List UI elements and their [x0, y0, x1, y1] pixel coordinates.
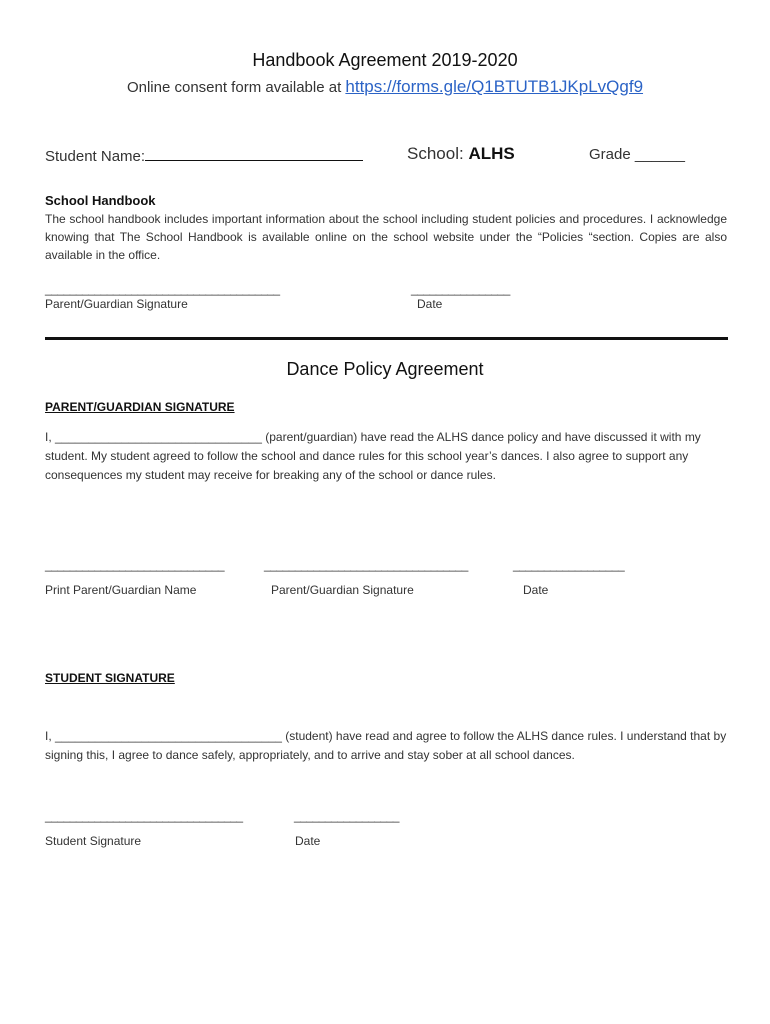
student-agreement-text: I, __________________________________ (student) have read and agree to follow the ALHS dance rules. I understand that by signing this, I agree to dance safely, appropriately, and to arrive and stay sober at all school dances. — [45, 729, 727, 762]
grade-field[interactable]: Grade ______ — [589, 146, 685, 163]
handbook-text: The school handbook includes important information about the school including student policies and procedures. I acknowledge knowing that The School Handbook is available online on the school website under the “Policies “section. Copies are also available in the office. — [45, 212, 727, 262]
subtitle-prefix: Online consent form available at — [126, 79, 346, 96]
consent-subtitle — [0, 77, 770, 97]
parent-signature-heading: PARENT/GUARDIAN SIGNATURE — [45, 400, 235, 414]
parent-signature-line[interactable]: _________________________________ — [264, 558, 468, 572]
school-field — [407, 144, 515, 164]
parent-date-line[interactable]: __________________ — [513, 558, 625, 572]
handbook-date-caption: Date — [417, 297, 443, 311]
student-signature-caption: Student Signature — [45, 834, 142, 848]
student-signature-line[interactable]: ________________________________ — [45, 809, 243, 823]
parent-agreement-text: I, _______________________________ (parent/guardian) have read the ALHS dance policy and have discussed it with my student. My student agreed to follow the school and dance rules for this school year’s dances. I also agree to support any consequences my student may receive for breaking any of the school or dance rules. — [45, 430, 701, 482]
parent-date-caption: Date — [523, 583, 549, 597]
print-name-caption: Print Parent/Guardian Name — [45, 583, 197, 597]
student-date-line[interactable]: _________________ — [294, 809, 399, 823]
print-name-line[interactable]: _____________________________ — [45, 558, 225, 572]
student-name-label: Student Name: — [45, 148, 146, 165]
student-date-caption: Date — [295, 834, 321, 848]
handbook-date-line[interactable]: ________________ — [411, 282, 510, 296]
handbook-signature-line[interactable]: ______________________________________ — [45, 282, 280, 296]
student-signature-heading: STUDENT SIGNATURE — [45, 671, 175, 685]
handbook-signature-caption: Parent/Guardian Signature — [45, 297, 188, 311]
student-name-underline[interactable] — [145, 146, 363, 161]
student-name-field[interactable] — [45, 146, 363, 165]
dance-policy-title: Dance Policy Agreement — [286, 359, 484, 379]
school-value: ALHS — [468, 144, 515, 163]
section-divider — [45, 337, 728, 340]
school-label: School: — [407, 144, 469, 163]
handbook-heading: School Handbook — [45, 193, 156, 208]
consent-form-link[interactable]: https://forms.gle/Q1BTUTB1JKpLvQgf9 — [345, 77, 644, 96]
page-title: Handbook Agreement 2019-2020 — [252, 50, 518, 70]
parent-signature-caption: Parent/Guardian Signature — [271, 583, 414, 597]
